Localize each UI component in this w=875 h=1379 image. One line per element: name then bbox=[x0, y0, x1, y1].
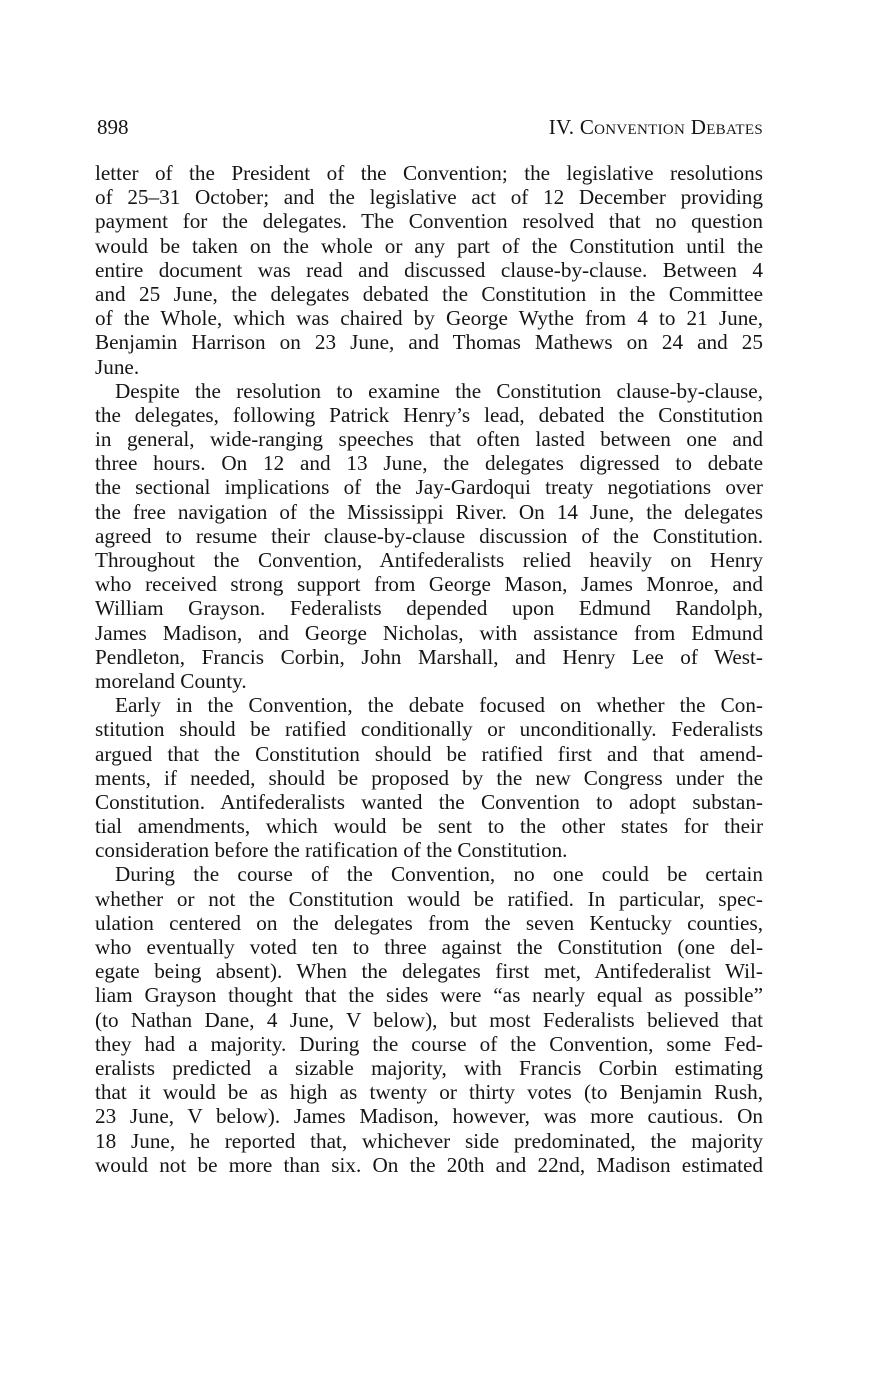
text-line: of 25–31 October; and the legislative act of 12 December providing bbox=[95, 185, 763, 210]
paragraph bbox=[95, 161, 763, 379]
text-line: entire document was read and discussed clause-by-clause. Between 4 bbox=[95, 257, 763, 282]
text-line: egate being absent). When the delegates first met, Antifederalist Wil- bbox=[95, 959, 763, 984]
text-line: Despite the resolution to examine the Constitution clause-by-clause, bbox=[115, 378, 763, 403]
text-line: Pendleton, Francis Corbin, John Marshall, and Henry Lee of West- bbox=[95, 644, 763, 669]
text-line: would be taken on the whole or any part of the Constitution until the bbox=[95, 233, 763, 258]
paragraph bbox=[95, 862, 763, 1176]
text-line: eralists predicted a sizable majority, with Francis Corbin estimating bbox=[95, 1055, 763, 1080]
text-line: in general, wide-ranging speeches that often lasted between one and bbox=[95, 427, 763, 452]
text-line: Throughout the Convention, Antifederalists relied heavily on Henry bbox=[95, 548, 763, 572]
body-text bbox=[95, 161, 763, 1177]
text-line: of the Whole, which was chaired by George Wythe from 4 to 21 June, bbox=[95, 306, 763, 331]
text-line: payment for the delegates. The Convention resolved that no question bbox=[95, 209, 763, 234]
text-line: During the course of the Convention, no one could be certain bbox=[115, 862, 763, 887]
text-line: that it would be as high as twenty or thirty votes (to Benjamin Rush, bbox=[95, 1080, 763, 1105]
text-line: moreland County. bbox=[95, 668, 247, 693]
text-line: argued that the Constitution should be ratified first and that amend- bbox=[95, 741, 763, 766]
text-line: (to Nathan Dane, 4 June, V below), but most Federalists believed that bbox=[95, 1007, 763, 1032]
text-line: Constitution. Antifederalists wanted the Convention to adopt substan- bbox=[95, 789, 763, 814]
text-line: they had a majority. During the course of the Convention, some Fed- bbox=[95, 1031, 763, 1056]
text-line: three hours. On 12 and 13 June, the delegates digressed to debate bbox=[95, 451, 763, 476]
text-line: who received strong support from George Mason, James Monroe, and bbox=[95, 572, 763, 597]
text-line: consideration before the ratification of the Constitution. bbox=[95, 838, 568, 863]
paragraph bbox=[95, 693, 763, 862]
text-line: ulation centered on the delegates from the seven Kentucky counties, bbox=[95, 910, 763, 935]
text-line: stitution should be ratified conditionally or unconditionally. Federalists bbox=[95, 717, 763, 742]
text-line: and 25 June, the delegates debated the Constitution in the Committee bbox=[95, 281, 763, 306]
text-line: who eventually voted ten to three against the Constitution (one del- bbox=[95, 935, 763, 959]
text-line: ments, if needed, should be proposed by the new Congress under the bbox=[95, 765, 763, 790]
text-line: Early in the Convention, the debate focused on whether the Con- bbox=[115, 693, 763, 718]
text-line: the free navigation of the Mississippi River. On 14 June, the delegates bbox=[95, 499, 763, 524]
text-line: liam Grayson thought that the sides were “as nearly equal as possible” bbox=[95, 983, 763, 1008]
text-line: the delegates, following Patrick Henry’s lead, debated the Constitution bbox=[95, 402, 763, 427]
text-line: James Madison, and George Nicholas, with assistance from Edmund bbox=[95, 620, 763, 645]
paragraph bbox=[95, 379, 763, 693]
text-line: tial amendments, which would be sent to the other states for their bbox=[95, 814, 763, 839]
text-line: would not be more than six. On the 20th and 22nd, Madison estimated bbox=[95, 1152, 763, 1177]
text-line: 23 June, V below). James Madison, however, was more cautious. On bbox=[95, 1104, 763, 1129]
text-line: William Grayson. Federalists depended upon Edmund Randolph, bbox=[95, 596, 763, 621]
text-line: the sectional implications of the Jay-Gardoqui treaty negotiations over bbox=[95, 475, 763, 500]
running-head bbox=[97, 113, 765, 141]
text-line: agreed to resume their clause-by-clause discussion of the Constitution. bbox=[95, 523, 763, 548]
page-number: 898 bbox=[97, 115, 129, 139]
text-line: Benjamin Harrison on 23 June, and Thomas Mathews on 24 and 25 bbox=[95, 330, 763, 355]
text-line: whether or not the Constitution would be ratified. In particular, spec- bbox=[95, 886, 763, 911]
text-line: June. bbox=[95, 354, 140, 379]
text-line: letter of the President of the Convention; the legislative resolutions bbox=[95, 161, 763, 185]
section-title: IV. Convention Debates bbox=[548, 115, 763, 139]
text-line: 18 June, he reported that, whichever side predominated, the majority bbox=[95, 1128, 763, 1153]
